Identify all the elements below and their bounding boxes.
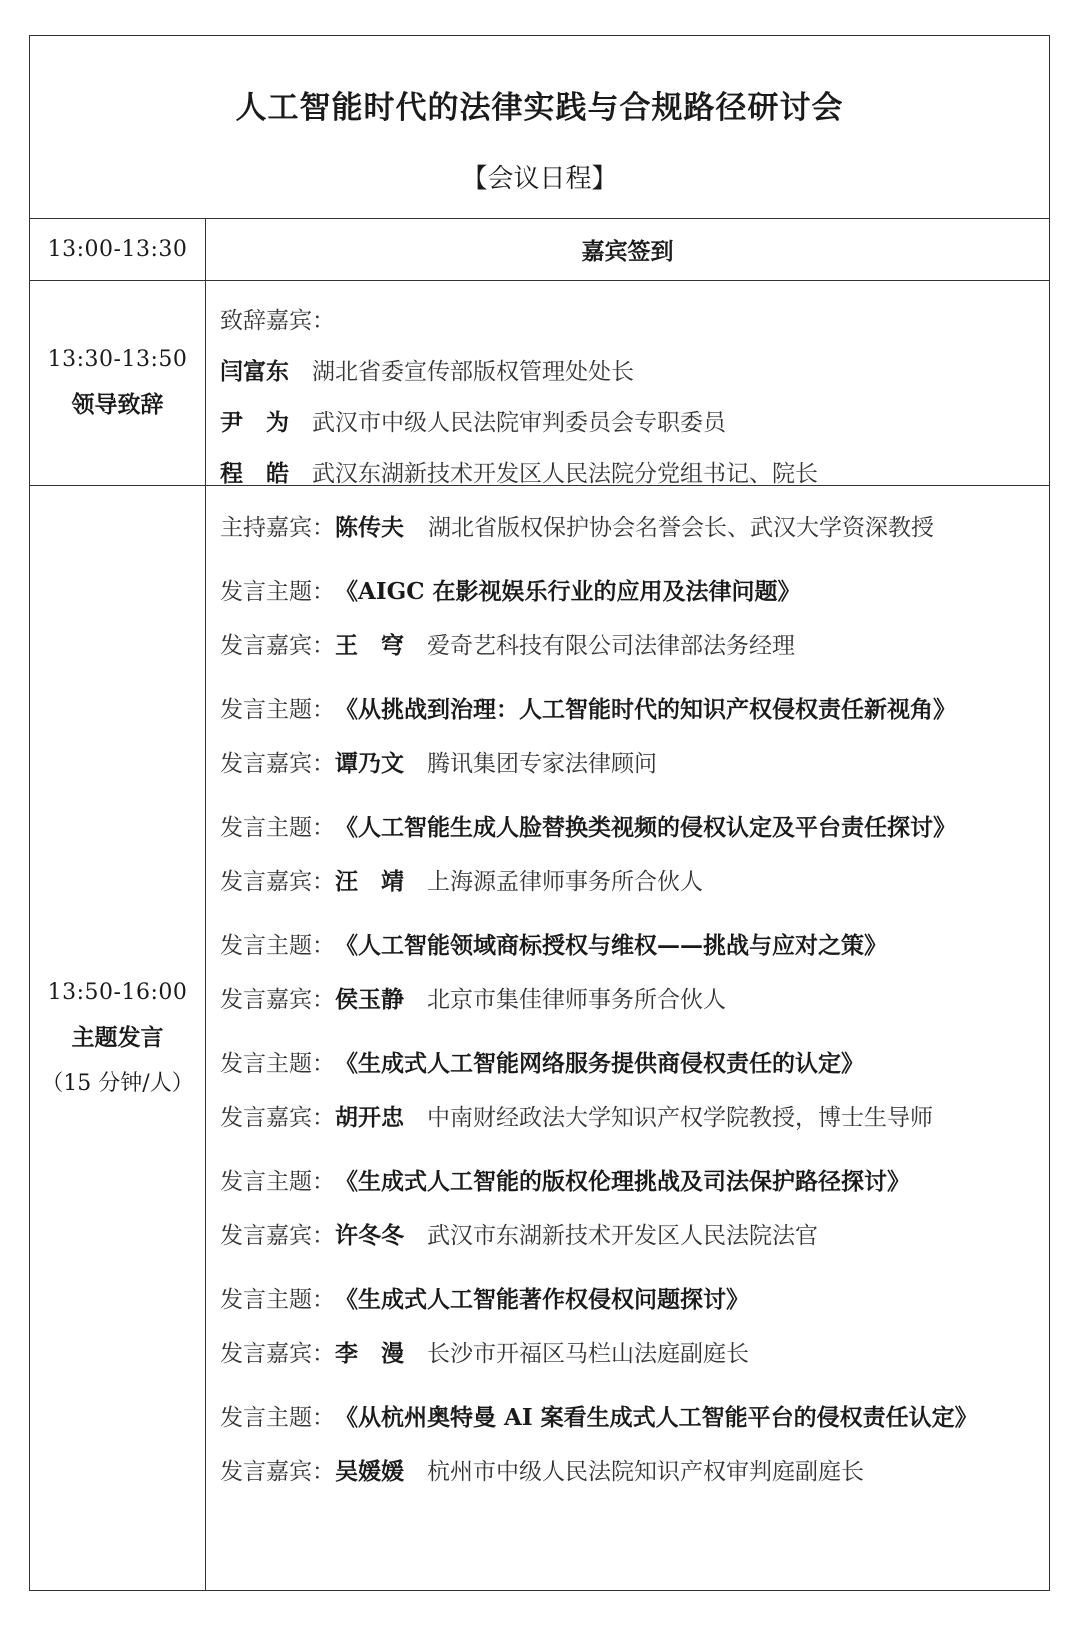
topic-line [220, 916, 1049, 970]
guest-line [220, 1088, 1049, 1142]
session-name: 领导致辞 [71, 391, 164, 418]
topic-line [220, 1034, 1049, 1088]
guest-title: 北京市集佳律师事务所合伙人 [427, 986, 726, 1013]
topic-title: 《从挑战到治理：人工智能时代的知识产权侵权责任新视角》 [335, 695, 956, 723]
talk-item [220, 680, 1049, 788]
guest-line [220, 852, 1049, 906]
guest-label: 发言嘉宾： [220, 868, 335, 895]
title-block [30, 36, 1049, 219]
topic-label: 发言主题： [220, 814, 335, 841]
guest-line [220, 616, 1049, 670]
guest-label: 发言嘉宾： [220, 986, 335, 1013]
guest-label: 发言嘉宾： [220, 1104, 335, 1131]
agenda-row-opening [30, 281, 1049, 486]
guest-name: 侯玉静 [335, 985, 404, 1013]
guest-line [220, 1324, 1049, 1378]
guest-label: 发言嘉宾： [220, 750, 335, 777]
topic-line [220, 1152, 1049, 1206]
topic-title: 《从杭州奥特曼 AI 案看生成式人工智能平台的侵权责任认定》 [335, 1403, 978, 1431]
time-range: 13:00-13:30 [47, 237, 188, 262]
content-cell [206, 219, 1049, 280]
topic-title: 《人工智能生成人脸替换类视频的侵权认定及平台责任探讨》 [335, 813, 956, 841]
guest-title: 武汉市东湖新技术开发区人民法院法官 [427, 1222, 818, 1249]
time-cell [30, 486, 206, 1591]
speaker-title: 武汉市中级人民法院审判委员会专职委员 [312, 410, 726, 436]
guest-title: 爱奇艺科技有限公司法律部法务经理 [427, 632, 795, 659]
talk-item [220, 1388, 1049, 1496]
guest-name: 吴媛媛 [335, 1457, 404, 1485]
guest-line [220, 970, 1049, 1024]
guest-label: 发言嘉宾： [220, 1222, 335, 1249]
host-name: 陈传夫 [335, 513, 404, 541]
topic-line [220, 680, 1049, 734]
guest-title: 中南财经政法大学知识产权学院教授，博士生导师 [427, 1104, 933, 1131]
topic-label: 发言主题： [220, 932, 335, 959]
guest-label: 发言嘉宾： [220, 1340, 335, 1367]
topic-line [220, 798, 1049, 852]
agenda-row-signin [30, 219, 1049, 281]
speaker-name: 尹 为 [220, 409, 289, 436]
guest-name: 李 漫 [335, 1339, 404, 1367]
time-range: 13:50-16:00 [47, 980, 188, 1005]
talk-item [220, 916, 1049, 1024]
talk-item [220, 798, 1049, 906]
agenda-row-talks [30, 486, 1049, 1591]
speaker-title: 湖北省委宣传部版权管理处处长 [312, 359, 634, 385]
topic-title: 《生成式人工智能著作权侵权问题探讨》 [335, 1285, 749, 1313]
topic-title: 《生成式人工智能的版权伦理挑战及司法保护路径探讨》 [335, 1167, 910, 1195]
guest-title: 腾讯集团专家法律顾问 [427, 750, 657, 777]
topic-label: 发言主题： [220, 1168, 335, 1195]
guest-label: 发言嘉宾： [220, 632, 335, 659]
guest-line [220, 1442, 1049, 1496]
guest-title: 长沙市开福区马栏山法庭副庭长 [427, 1340, 749, 1367]
talk-item [220, 1270, 1049, 1378]
page-title: 人工智能时代的法律实践与合规路径研讨会 [235, 90, 844, 126]
speaker-line [220, 395, 1049, 446]
topic-line [220, 1270, 1049, 1324]
guest-title: 上海源孟律师事务所合伙人 [427, 868, 703, 895]
talk-item [220, 1152, 1049, 1260]
page-subtitle: 【会议日程】 [461, 164, 618, 194]
guest-name: 谭乃文 [335, 749, 404, 777]
topic-label: 发言主题： [220, 1404, 335, 1431]
time-cell [30, 219, 206, 280]
topic-label: 发言主题： [220, 696, 335, 723]
topic-label: 发言主题： [220, 578, 335, 605]
host-line [220, 498, 1049, 552]
guest-name: 胡开忠 [335, 1103, 404, 1131]
speaker-name: 程 皓 [220, 460, 289, 487]
topic-line [220, 562, 1049, 616]
content-cell [206, 486, 1049, 1591]
content-cell [206, 281, 1049, 485]
topic-label: 发言主题： [220, 1286, 335, 1313]
host-label: 主持嘉宾： [220, 514, 335, 541]
topic-title: 《AIGC 在影视娱乐行业的应用及法律问题》 [335, 577, 801, 605]
topic-title: 《人工智能领域商标授权与维权——挑战与应对之策》 [335, 931, 887, 959]
host-title: 湖北省版权保护协会名誉会长、武汉大学资深教授 [428, 514, 934, 541]
speaker-label-line [220, 293, 1049, 344]
speaker-line [220, 344, 1049, 395]
signin-label: 嘉宾签到 [581, 238, 674, 265]
topic-label: 发言主题： [220, 1050, 335, 1077]
guest-label: 发言嘉宾： [220, 1458, 335, 1485]
session-name: 主题发言 [71, 1024, 164, 1051]
topic-line [220, 1388, 1049, 1442]
agenda-table [29, 35, 1050, 1591]
time-cell [30, 281, 206, 485]
guest-name: 许冬冬 [335, 1221, 404, 1249]
speaker-title: 武汉东湖新技术开发区人民法院分党组书记、院长 [312, 461, 818, 487]
guest-title: 杭州市中级人民法院知识产权审判庭副庭长 [427, 1458, 864, 1485]
topic-title: 《生成式人工智能网络服务提供商侵权责任的认定》 [335, 1049, 864, 1077]
time-range: 13:30-13:50 [47, 347, 188, 372]
guest-line [220, 1206, 1049, 1260]
talk-item [220, 1034, 1049, 1142]
speaker-name: 闫富东 [220, 358, 289, 385]
guest-line [220, 734, 1049, 788]
talk-item [220, 562, 1049, 670]
speaker-label: 致辞嘉宾： [220, 308, 335, 334]
guest-name: 王 穹 [335, 631, 404, 659]
guest-name: 汪 靖 [335, 867, 404, 895]
session-note: （15 分钟/人） [41, 1071, 194, 1096]
